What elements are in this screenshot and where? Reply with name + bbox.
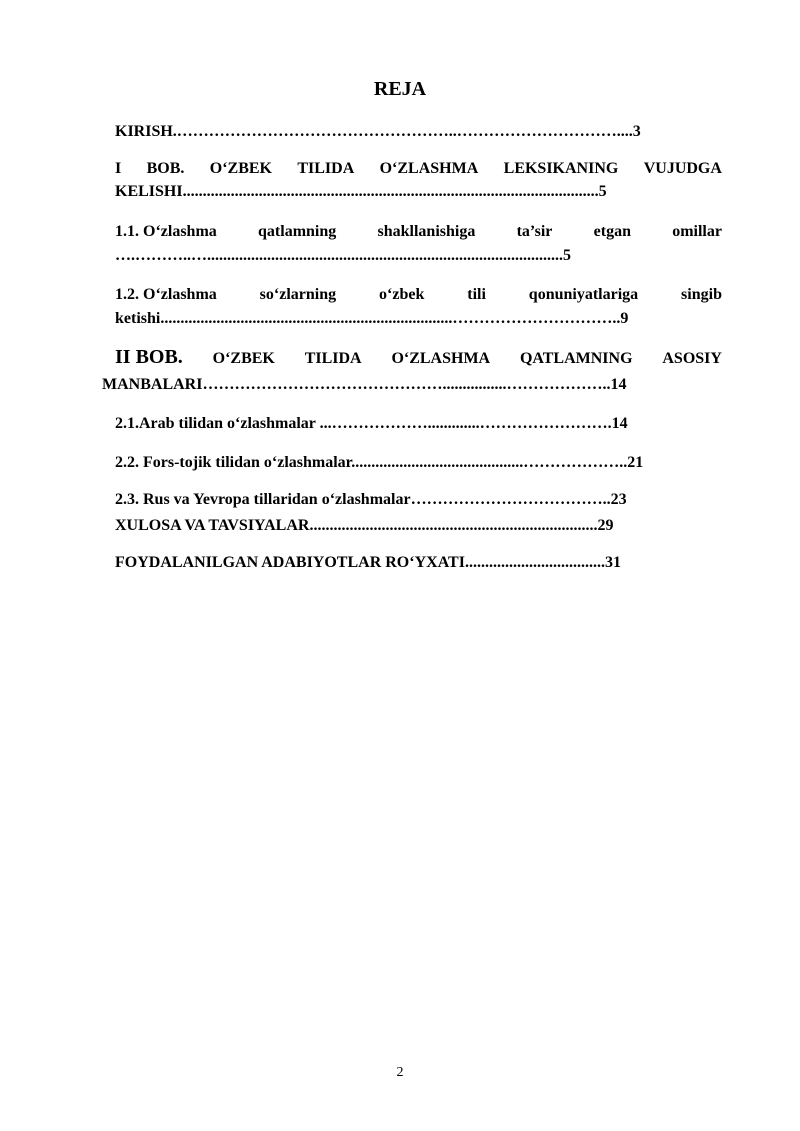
page-title: REJA — [373, 78, 427, 100]
toc-word: tili — [467, 286, 486, 303]
toc-word: TILIDA — [304, 350, 362, 367]
toc-word: qonuniyatlariga — [528, 286, 639, 303]
toc-word: O‘ZBEK — [212, 350, 275, 367]
toc-entry-bob1-line1 — [115, 158, 722, 180]
toc-entry-bob1-line2: KELISHI........................................................................................................5 — [115, 183, 607, 200]
toc-entry-2-2: 2.2. Fors-tojik tilidan o‘zlashmalar...........................................………………..21 — [115, 454, 644, 471]
toc-entry-kirish: KIRISH.……………………………………………..…………………………....3 — [115, 123, 641, 140]
toc-word: O‘ZBEK — [209, 160, 272, 177]
toc-entry-1-1-line2: ….………..….........................................................................................5 — [115, 247, 571, 264]
toc-entry-bob2-line2: MANBALARI………………………………………................………………..14 — [102, 376, 627, 393]
toc-entry-1-2-line2: ketishi.........................................................................…………………………..9 — [115, 310, 629, 327]
toc-word: omillar — [672, 223, 722, 240]
toc-word: shakllanishiga — [377, 223, 476, 240]
toc-entry-2-1: 2.1.Arab tilidan o‘zlashmalar ...……………….............…………………….14 — [115, 415, 628, 432]
toc-word: o‘zbek — [379, 286, 425, 303]
toc-word: I — [115, 160, 122, 177]
toc-word: O‘ZLASHMA — [391, 350, 491, 367]
toc-word: 1.2. O‘zlashma — [115, 286, 217, 303]
toc-entry-2-3: 2.3. Rus va Yevropa tillaridan o‘zlashmalar………………………………..23 — [115, 491, 627, 508]
toc-word: LEKSIKANING — [503, 160, 619, 177]
toc-entry-1-2-line1 — [115, 284, 722, 306]
toc-entry-1-1-line1 — [115, 221, 722, 243]
toc-word: qatlamning — [258, 223, 337, 240]
toc-word: QATLAMNING — [519, 350, 633, 367]
toc-word: ta’sir — [516, 223, 553, 240]
toc-entry-bob2-line1 — [115, 346, 722, 370]
page-number: 2 — [396, 1065, 404, 1080]
toc-entry-foydalanilgan: FOYDALANILGAN ADABIYOTLAR RO‘YXATI...................................31 — [115, 554, 621, 571]
toc-word: TILIDA — [297, 160, 355, 177]
toc-entry-xulosa: XULOSA VA TAVSIYALAR........................................................................29 — [115, 517, 614, 534]
toc-word: so‘zlarning — [259, 286, 337, 303]
toc-word: etgan — [593, 223, 631, 240]
toc-word: O‘ZLASHMA — [379, 160, 479, 177]
toc-word: VUJUDGA — [643, 160, 722, 177]
toc-word: singib — [681, 286, 722, 303]
toc-word: ASOSIY — [662, 350, 722, 367]
toc-word: BOB. — [146, 160, 185, 177]
toc-word: 1.1. O‘zlashma — [115, 223, 217, 240]
toc-chapter-prefix: II BOB. — [115, 346, 183, 368]
